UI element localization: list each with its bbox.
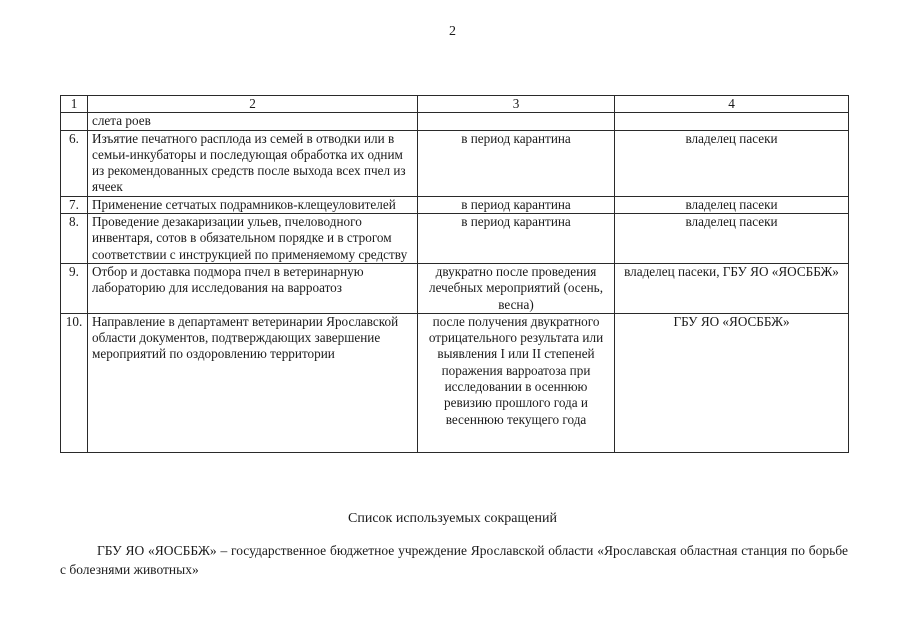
row-number: 9. xyxy=(61,263,88,313)
measure-cell: Отбор и доставка подмора пчел в ветеринарную лабораторию для исследования на варроатоз xyxy=(88,263,418,313)
table-header-row xyxy=(61,96,849,113)
table-row xyxy=(61,113,849,130)
abbreviations-title: Список используемых сокращений xyxy=(348,511,557,526)
period-cell: в период карантина xyxy=(418,130,615,196)
measures-table xyxy=(60,95,849,453)
period-cell: в период карантина xyxy=(418,196,615,213)
table-row xyxy=(61,263,849,313)
measure-cell: Изъятие печатного расплода из семей в отводки или в семьи-инкубаторы и последующая обработка их одним из рекомендованных средств после выхода всех пчел из ячеек xyxy=(88,130,418,196)
header-cell: 3 xyxy=(418,96,615,113)
table-row xyxy=(61,214,849,264)
measure-cell: Направление в департамент ветеринарии Ярославской области документов, подтверждающих завершение мероприятий по оздоровлению территории xyxy=(88,313,418,452)
period-cell xyxy=(418,113,615,130)
row-number: 6. xyxy=(61,130,88,196)
period-cell: двукратно после проведения лечебных мероприятий (осень, весна) xyxy=(418,263,615,313)
page-number: 2 xyxy=(449,24,456,39)
table-row xyxy=(61,313,849,452)
abbreviation-definition: ГБУ ЯО «ЯОСББЖ» – государственное бюджетное учреждение Ярославской области «Ярославская областная станция по борьбе с болезнями животных» xyxy=(60,543,848,577)
responsible-cell: владелец пасеки xyxy=(615,130,849,196)
header-cell: 4 xyxy=(615,96,849,113)
header-cell: 1 xyxy=(61,96,88,113)
period-cell: в период карантина xyxy=(418,214,615,264)
header-cell: 2 xyxy=(88,96,418,113)
period-cell: после получения двукратного отрицательного результата или выявления I или II степеней поражения варроатоза при исследовании в осеннюю ревизию прошлого года и весеннюю текущего года xyxy=(418,313,615,452)
responsible-cell: владелец пасеки xyxy=(615,196,849,213)
table-row xyxy=(61,130,849,196)
row-number xyxy=(61,113,88,130)
row-number: 8. xyxy=(61,214,88,264)
row-number: 7. xyxy=(61,196,88,213)
measure-cell: Проведение дезакаризации ульев, пчеловодного инвентаря, сотов в обязательном порядке и в строгом соответствии с инструкцией по применяемому средству xyxy=(88,214,418,264)
table-row xyxy=(61,196,849,213)
responsible-cell xyxy=(615,113,849,130)
row-number: 10. xyxy=(61,313,88,452)
measure-cell: слета роев xyxy=(88,113,418,130)
responsible-cell: владелец пасеки xyxy=(615,214,849,264)
responsible-cell: владелец пасеки, ГБУ ЯО «ЯОСББЖ» xyxy=(615,263,849,313)
responsible-cell: ГБУ ЯО «ЯОСББЖ» xyxy=(615,313,849,452)
measure-cell: Применение сетчатых подрамников-клещеуловителей xyxy=(88,196,418,213)
